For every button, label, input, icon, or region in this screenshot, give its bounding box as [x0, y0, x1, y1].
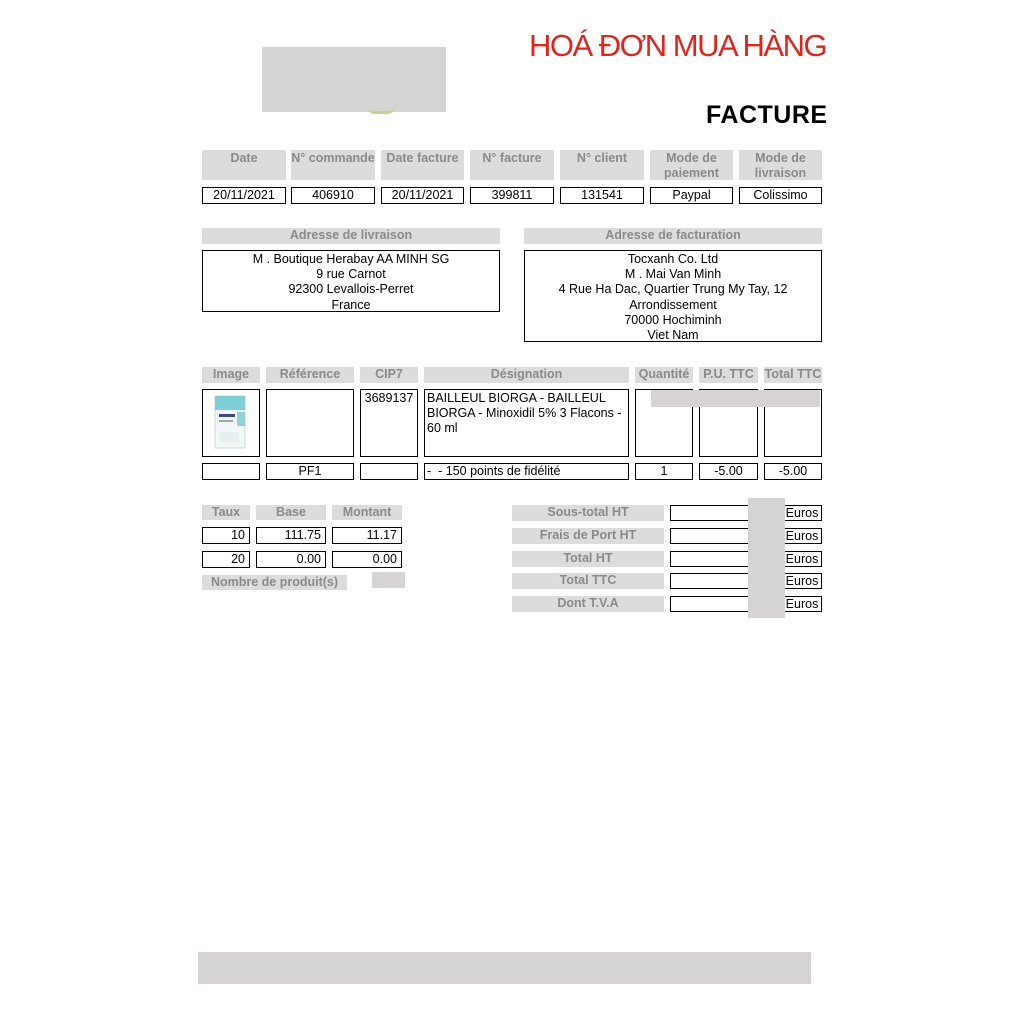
billing-address [524, 250, 822, 342]
shipping-line: 92300 Levallois-Perret [288, 282, 414, 297]
value-order-number: 406910 [291, 187, 375, 204]
header-amount: Montant [332, 505, 402, 520]
price-redaction [651, 390, 820, 407]
tax-base: 0.00 [256, 551, 326, 568]
header-rate: Taux [202, 505, 250, 520]
item-designation: - - 150 points de fidélité [424, 463, 629, 480]
logo-mark [368, 108, 394, 114]
billing-line: Arrondissement [629, 297, 717, 312]
header-delivery-mode: Mode de livraison [739, 150, 822, 180]
subtotal-unit: Euros [783, 505, 822, 521]
item-unit-price: -5.00 [699, 463, 758, 480]
billing-line: 70000 Hochiminh [624, 312, 722, 327]
item-total: -5.00 [764, 463, 822, 480]
item-quantity: 1 [635, 463, 693, 480]
value-invoice-date: 20/11/2021 [381, 187, 464, 204]
shipping-line: M . Boutique Herabay AA MINH SG [252, 252, 450, 266]
item-cip7 [360, 463, 418, 480]
total-ht-unit: Euros [783, 551, 822, 567]
tax-amount: 0.00 [332, 551, 402, 568]
billing-address-label: Adresse de facturation [524, 228, 822, 244]
header-reference: Référence [266, 367, 354, 383]
value-delivery-mode: Colissimo [739, 187, 822, 204]
billing-line: 4 Rue Ha Dac, Quartier Trung My Tay, 12 [558, 282, 788, 297]
header-designation: Désignation [424, 367, 629, 383]
header-invoice-number: N° facture [470, 150, 554, 180]
tax-rate: 20 [202, 551, 250, 568]
billing-line: Tocxanh Co. Ltd [627, 252, 719, 266]
invoice-title: FACTURE [706, 101, 828, 129]
vat-label: Dont T.V.A [512, 596, 664, 612]
vat-unit: Euros [783, 596, 822, 612]
tax-base: 111.75 [256, 527, 326, 544]
shipping-cost-label: Frais de Port HT [512, 528, 664, 544]
header-image: Image [202, 367, 260, 383]
value-client-number: 131541 [560, 187, 644, 204]
total-ttc-label: Total TTC [512, 573, 664, 589]
billing-line: Viet Nam [647, 328, 699, 343]
item-designation: BAILLEUL BIORGA - BAILLEUL BIORGA - Minoxidil 5% 3 Flacons - 60 ml [424, 389, 629, 457]
header-order-number: N° commande [291, 150, 375, 180]
header-quantity: Quantité [635, 367, 693, 383]
header-cip7: CIP7 [360, 367, 418, 383]
shipping-line: 9 rue Carnot [316, 267, 386, 282]
total-ttc-unit: Euros [783, 573, 822, 589]
tax-rate: 10 [202, 527, 250, 544]
value-payment-mode: Paypal [650, 187, 733, 204]
tax-amount: 11.17 [332, 527, 402, 544]
header-client-number: N° client [560, 150, 644, 180]
header-unit-price: P.U. TTC [699, 367, 758, 383]
totals-redaction [748, 498, 785, 618]
item-image-cell [202, 389, 260, 457]
billing-line: M . Mai Van Minh [624, 267, 722, 282]
subtotal-label: Sous-total HT [512, 505, 664, 521]
shipping-cost-unit: Euros [783, 528, 822, 544]
header-total: Total TTC [764, 367, 822, 381]
shipping-line: France [331, 297, 371, 312]
header-payment-mode: Mode de paiement [650, 150, 733, 180]
product-count-redaction [372, 572, 405, 588]
shipping-address-label: Adresse de livraison [202, 228, 500, 244]
item-reference: PF1 [266, 463, 354, 480]
shipping-address [202, 250, 500, 312]
logo-redaction [262, 47, 446, 112]
item-image-cell [202, 463, 260, 480]
product-count-label: Nombre de produit(s) [202, 575, 347, 590]
header-date: Date [202, 150, 286, 180]
invoice-title-vietnamese: HOÁ ĐƠN MUA HÀNG [529, 28, 827, 63]
header-invoice-date: Date facture [381, 150, 464, 180]
value-date: 20/11/2021 [202, 187, 286, 204]
product-box-icon [209, 392, 255, 454]
total-ht-label: Total HT [512, 551, 664, 567]
item-reference [266, 389, 354, 457]
footer-redaction [198, 952, 811, 984]
header-base: Base [256, 505, 326, 520]
value-invoice-number: 399811 [470, 187, 554, 204]
item-cip7: 3689137 [360, 389, 418, 457]
